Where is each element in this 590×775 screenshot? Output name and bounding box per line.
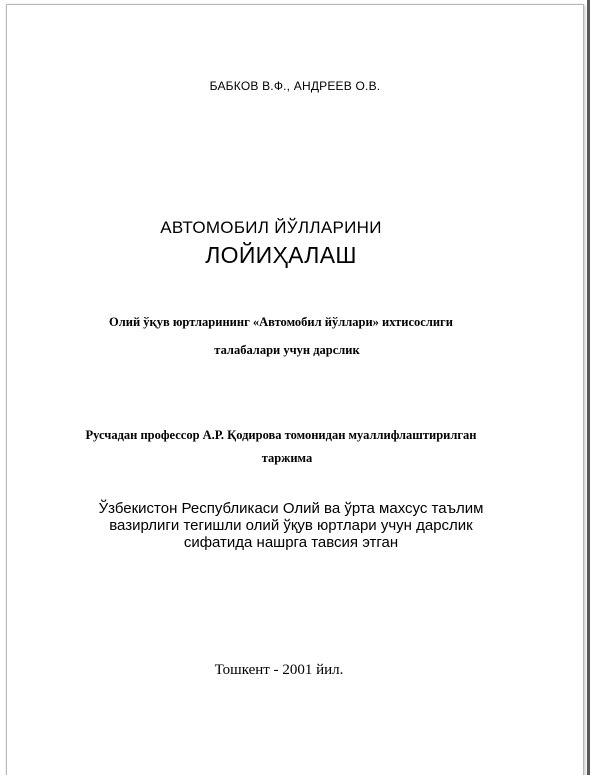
- place-and-year: Тошкент - 2001 йил.: [214, 662, 344, 678]
- subtitle-line-2: талабалари учун дарслик: [214, 343, 360, 357]
- translation-note-line-2: таржима: [261, 451, 313, 465]
- subtitle-line-1: Олий ўқув юртларининг «Автомобил йўллари» ихтисослиги: [109, 315, 453, 329]
- authors: БАБКОВ В.Ф., АНДРЕЕВ О.В.: [209, 79, 381, 93]
- translation-note-line-1: Русчадан профессор А.Р. Қодирова томонидан муаллифлаштирилган: [85, 428, 477, 442]
- approval-line-3: сифатида нашрга тавсия этган: [183, 534, 399, 551]
- ministry-approval: [0, 500, 586, 551]
- document-page: [6, 4, 584, 775]
- approval-line-1: Ўзбекистон Республикаси Олий ва ўрта махсус таълим: [98, 500, 484, 517]
- title-line-2: ЛОЙИҲАЛАШ: [205, 242, 357, 268]
- title-line-1: АВТОМОБИЛ ЙЎЛЛАРИНИ: [160, 218, 382, 237]
- approval-line-2: вазирлиги тегишли олий ўқув юртлари учун дарслик: [109, 517, 473, 534]
